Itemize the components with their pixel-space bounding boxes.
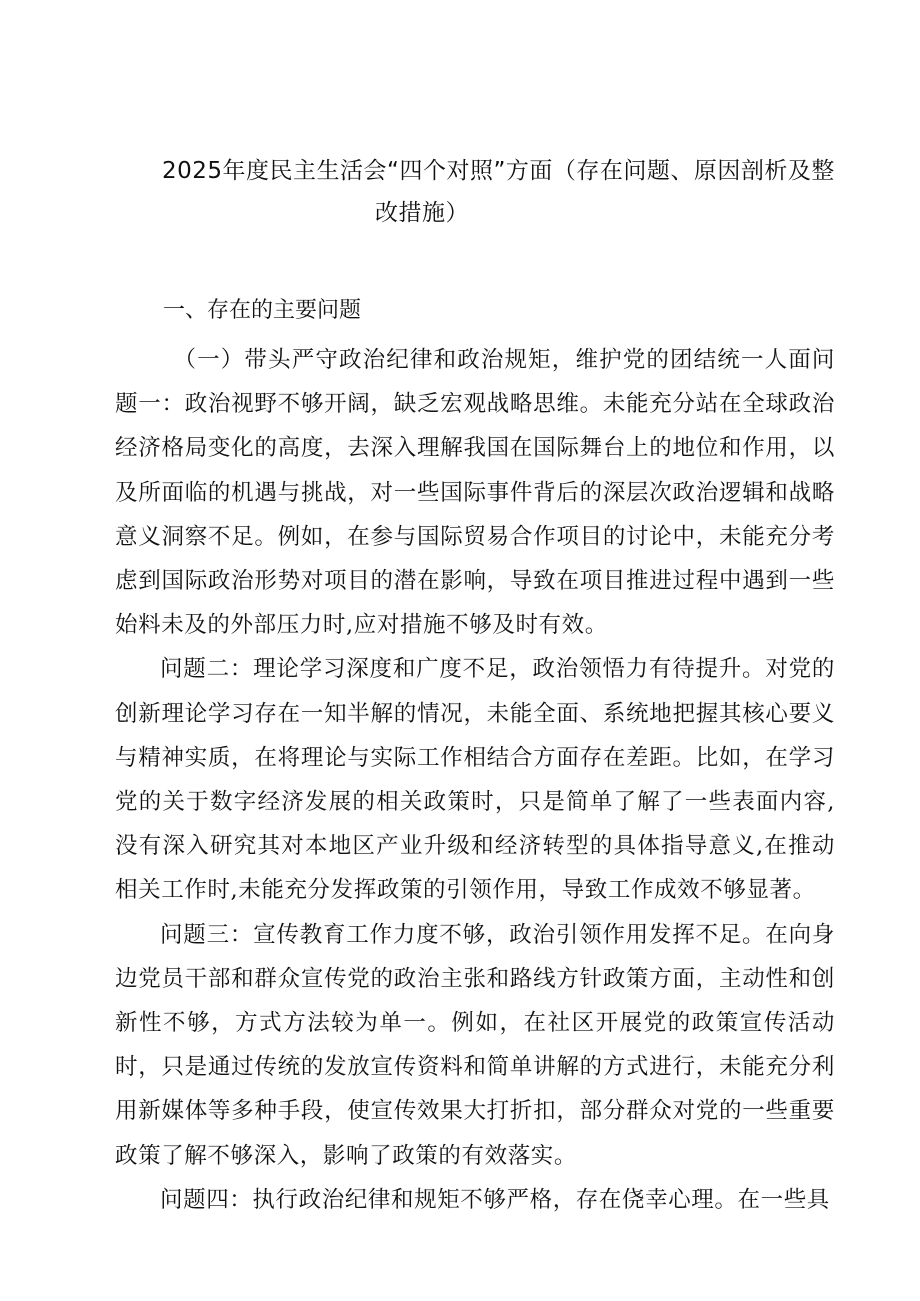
document-title — [150, 150, 850, 234]
title-line-2: 改措施） — [375, 200, 469, 226]
document-body — [115, 338, 835, 1222]
paragraph-2: 问题二：理论学习深度和广度不足，政治领悟力有待提升。对党的创新理论学习存在一知半解的情况，未能全面、系统地把握其核心要义与精神实质，在将理论与实际工作相结合方面存在差距。比如，在学习党的关于数字经济发展的相关政策时，只是简单了解了一些表面内容,没有深入研究其对本地区产业升级和经济转型的具体指导意义,在推动相关工作时,未能充分发挥政策的引领作用，导致工作成效不够显著。 — [115, 656, 835, 904]
paragraph-1: （一）带头严守政治纪律和政治规矩，维护党的团结统一人面问题一：政治视野不够开阔，缺乏宏观战略思维。未能充分站在全球政治经济格局变化的高度，去深入理解我国在国际舞台上的地位和作用，以及所面临的机遇与挑战，对一些国际事件背后的深层次政治逻辑和战略意义洞察不足。例如，在参与国际贸易合作项目的讨论中，未能充分考虑到国际政治形势对项目的潜在影响，导致在项目推进过程中遇到一些始料未及的外部压力时,应对措施不够及时有效。 — [115, 347, 835, 639]
section-heading: 一、存在的主要问题 — [163, 298, 362, 323]
title-line-1: 2025年度民主生活会“四个对照”方面（存在问题、原因剖析及整 — [162, 158, 835, 184]
paragraph-4: 问题四：执行政治纪律和规矩不够严格，存在侥幸心理。在一些具 — [160, 1186, 830, 1213]
paragraph-3: 问题三：宣传教育工作力度不够，政治引领作用发挥不足。在向身边党员干部和群众宣传党的政治主张和路线方针政策方面，主动性和创新性不够，方式方法较为单一。例如，在社区开展党的政策宣传活动时，只是通过传统的发放宣传资料和简单讲解的方式进行，未能充分利用新媒体等多种手段，使宣传效果大打折扣，部分群众对党的一些重要政策了解不够深入，影响了政策的有效落实。 — [115, 921, 835, 1169]
